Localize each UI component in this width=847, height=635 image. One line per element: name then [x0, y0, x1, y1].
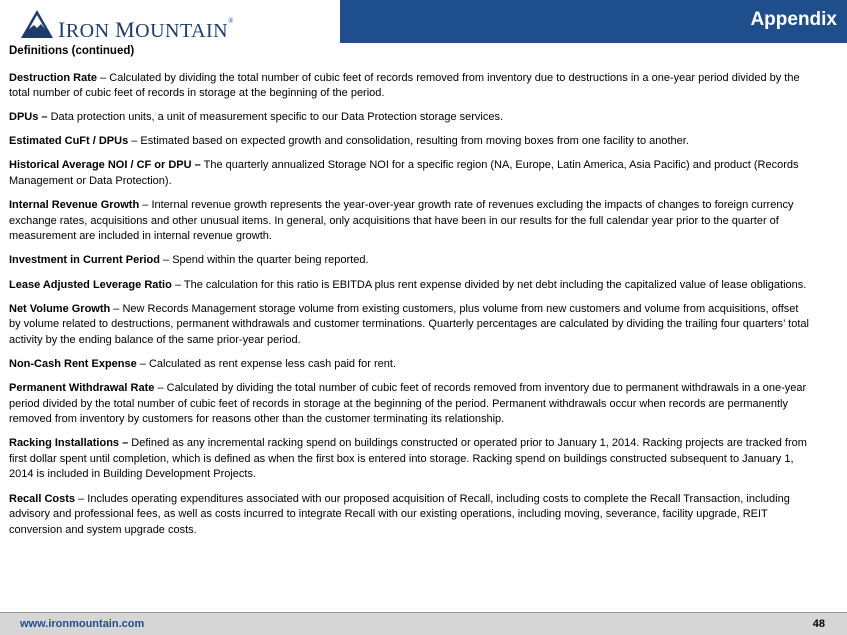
logo-wordmark: IRON MOUNTAIN®: [58, 17, 234, 42]
definition-text: The calculation for this ratio is EBITDA plus rent expense divided by net debt including the capitalized value of lease obligations.: [183, 278, 807, 291]
definition-text: Estimated based on expected growth and consolidation, resulting from moving boxes from one facility to another.: [140, 135, 689, 148]
definition-text: Internal revenue growth represents the year-over-year growth rate of revenues excluding the impacts of changes to foreign currency exchange rates, acquisitions and other unusual items. In general, only acquisitions that have been in our results for the full calendar year prior to the quarter of measurement are included in internal revenue growth.: [9, 199, 794, 243]
definition-item: [9, 278, 809, 294]
definition-item: [9, 492, 809, 539]
definition-term: Recall Costs: [9, 492, 76, 505]
definition-separator: –: [171, 278, 184, 291]
footer-bar: [0, 613, 847, 635]
definition-item: [9, 198, 809, 245]
definition-item: [9, 302, 809, 349]
definition-text: Data protection units, a unit of measurement specific to our Data Protection storage services.: [50, 111, 504, 124]
section-title: Definitions (continued): [9, 45, 135, 57]
definition-text: Calculated by dividing the total number of cubic feet of records removed from inventory due to destructions in a one-year period divided by the total number of cubic feet of records in storage at the beginning of the period.: [9, 71, 800, 100]
definition-item: [9, 158, 809, 189]
definition-item: [9, 381, 809, 428]
definition-separator: –: [159, 254, 173, 267]
definition-term: Internal Revenue Growth: [9, 199, 140, 212]
definition-separator: –: [97, 71, 110, 84]
definition-item: [9, 134, 809, 150]
definition-term: Net Volume Growth: [9, 302, 111, 315]
definitions-content: [9, 44, 809, 547]
definition-text: Calculated as rent expense less cash paid for rent.: [148, 357, 397, 370]
definition-separator: –: [128, 135, 141, 148]
definition-separator: –: [139, 199, 152, 212]
page-number: 48: [812, 618, 825, 630]
footer-url-link[interactable]: www.ironmountain.com: [20, 618, 145, 630]
definition-item: [9, 436, 809, 483]
definition-text: New Records Management storage volume from existing customers, plus volume from new customers and volume from acquisitions, offset by volume related to destructions, permanent withdrawals and customer terminations. Quarterly percentages are calculated by dividing the trailing four quarters’ total activity by the ending balance of the same prior-year period.: [9, 302, 809, 346]
definition-term: Permanent Withdrawal Rate: [9, 382, 155, 394]
definition-item: [9, 357, 809, 373]
definition-item: [9, 71, 809, 102]
definition-term: Racking Installations –: [9, 437, 129, 450]
definition-separator: –: [154, 382, 167, 394]
definition-text: Spend within the quarter being reported.: [172, 254, 369, 267]
definition-item: [9, 110, 809, 126]
header-bar: [340, 0, 847, 43]
definition-term: Historical Average NOI / CF or DPU –: [9, 159, 201, 172]
definition-separator: –: [136, 357, 149, 370]
definition-item: [9, 253, 809, 269]
definition-term: Non-Cash Rent Expense: [9, 357, 137, 370]
definition-term: DPUs –: [9, 111, 48, 124]
definition-separator: –: [75, 492, 88, 505]
definitions-list: [9, 71, 809, 539]
definition-separator: –: [110, 302, 123, 315]
definition-term: Investment in Current Period: [9, 254, 160, 267]
definition-term: Destruction Rate: [9, 71, 98, 84]
definition-text: Includes operating expenditures associated with our proposed acquisition of Recall, including costs to complete the Recall Transaction, including advisory and professional fees, as well as costs incurred to integrate Recall with our existing operations, including moving, severance, facility upgrade, REIT conversion and system upgrade costs.: [9, 492, 790, 536]
definition-text: The quarterly annualized Storage NOI for a specific region (NA, Europe, Latin America, Asia Pacific) and product (Records Management or Data Protection).: [9, 159, 799, 188]
definition-text: Calculated by dividing the total number of cubic feet of records removed from inventory due to permanent withdrawals in a one-year period divided by the total number of cubic feet of records in storage at the beginning of the period. Permanent withdrawals occur when records are permanently removed from inventory by customers for reasons other than the customer terminating its relationship.: [9, 382, 807, 426]
page-title: Appendix: [750, 9, 837, 30]
mountain-logo-icon: [20, 9, 54, 39]
definition-term: Lease Adjusted Leverage Ratio: [9, 278, 172, 291]
definition-term: Estimated CuFt / DPUs: [9, 135, 129, 148]
definition-text: Defined as any incremental racking spend on buildings constructed or operated prior to January 1, 2014. Racking projects are tracked from first dollar spent until completion, which is defined as when the first box is entered into storage. Racking spend on buildings constructed subsequent to January 1, 2014 is included in Building Development Projects.: [9, 437, 807, 481]
